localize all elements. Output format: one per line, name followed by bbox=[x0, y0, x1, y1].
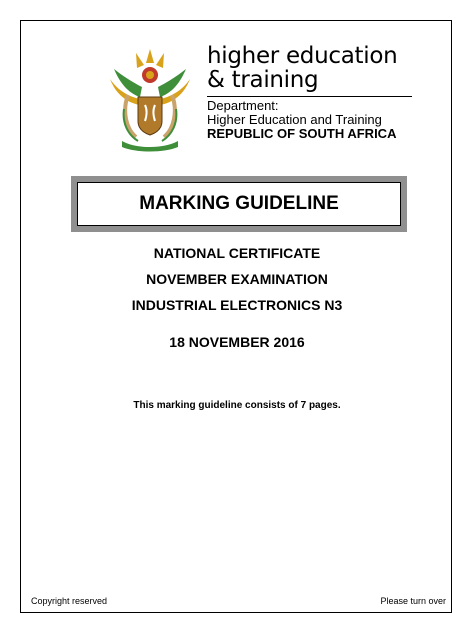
coat-of-arms-icon bbox=[106, 49, 194, 153]
department-name: Higher Education and Training bbox=[207, 112, 382, 127]
country-name: REPUBLIC OF SOUTH AFRICA bbox=[207, 126, 397, 141]
brand-line-1: higher education bbox=[207, 43, 398, 69]
copyright-notice: Copyright reserved bbox=[31, 596, 108, 606]
department-block bbox=[207, 99, 396, 141]
department-label: Department: bbox=[207, 98, 279, 113]
document-title: MARKING GUIDELINE bbox=[77, 182, 401, 226]
brand-wordmark bbox=[207, 44, 397, 92]
brand-divider bbox=[207, 96, 412, 97]
exam-date: 18 NOVEMBER 2016 bbox=[169, 334, 305, 350]
title-box bbox=[71, 176, 407, 232]
page-count-note: This marking guideline consists of 7 pages. bbox=[133, 400, 341, 411]
brand-line-2: & training bbox=[207, 67, 319, 93]
certificate-line: NATIONAL CERTIFICATE bbox=[153, 245, 321, 261]
examination-line: NOVEMBER EXAMINATION bbox=[146, 271, 328, 287]
turn-over-notice: Please turn over bbox=[380, 596, 446, 606]
subject-line: INDUSTRIAL ELECTRONICS N3 bbox=[131, 297, 343, 313]
